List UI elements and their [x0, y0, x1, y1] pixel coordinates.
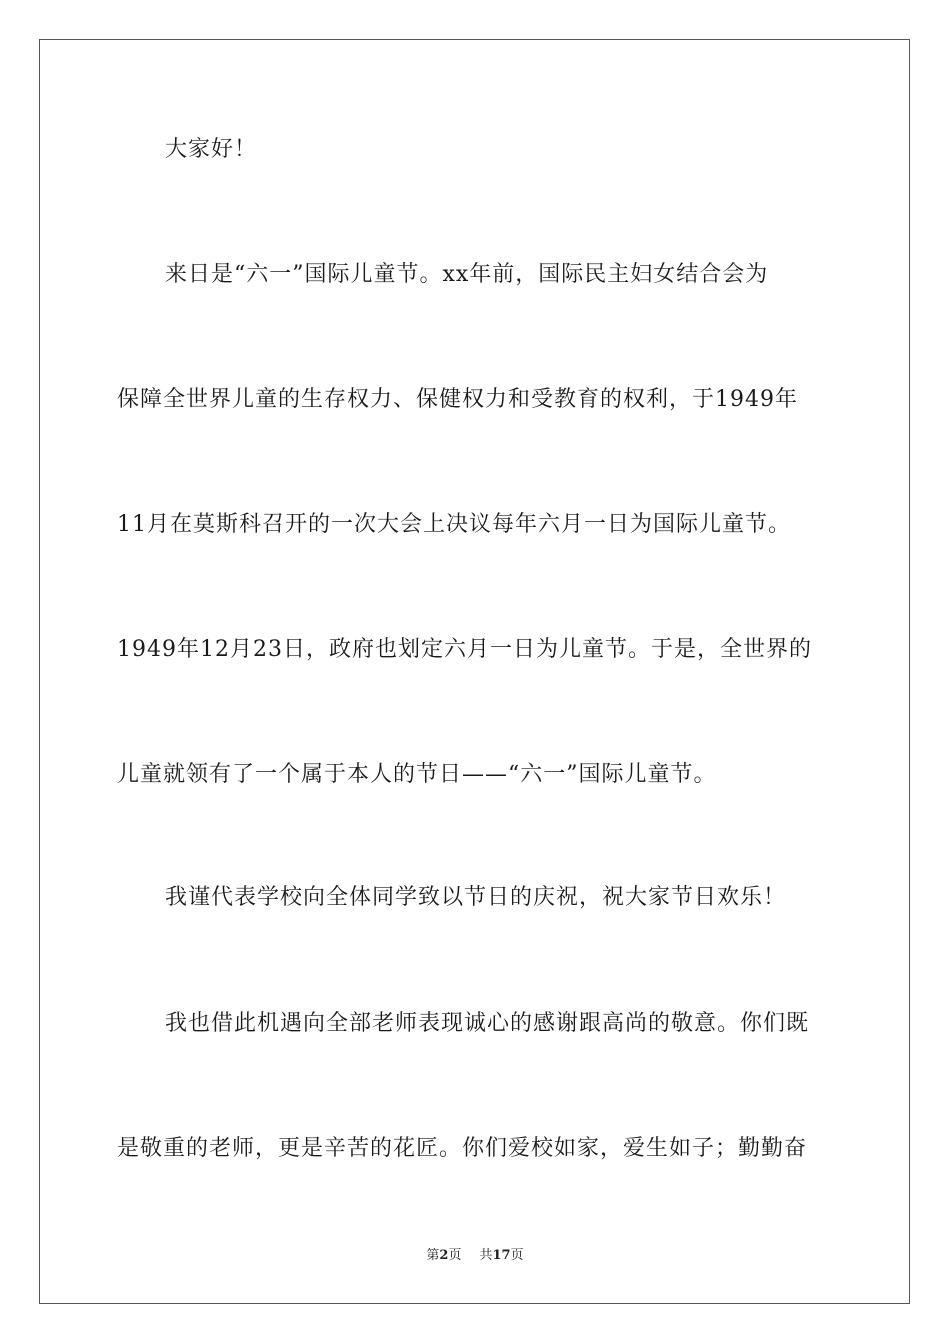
current-page-number: 2: [439, 1248, 449, 1263]
page-number-prefix: 第: [426, 1248, 440, 1263]
paragraph-greeting: 大家好！: [165, 137, 258, 162]
total-pages-suffix: 页: [510, 1248, 524, 1263]
paragraph-line: 是敬重的老师，更是辛苦的花匠。你们爱校如家，爱生如子；勤勤奋: [117, 1136, 808, 1161]
paragraph-line: 11月在莫斯科召开的一次大会上决议每年六月一日为国际儿童节。: [117, 512, 791, 537]
page-number-suffix: 页: [448, 1248, 462, 1263]
paragraph-line: 1949年12月23日，政府也划定六月一日为儿童节。于是，全世界的: [117, 637, 812, 662]
total-pages-prefix: 共: [479, 1248, 493, 1263]
paragraph-line: 保障全世界儿童的生存权力、保健权力和受教育的权利，于1949年: [117, 387, 798, 412]
paragraph-line: 儿童就领有了一个属于本人的节日——“六一”国际儿童节。: [117, 762, 717, 787]
page-border: [39, 39, 910, 1304]
page-footer: [0, 1247, 950, 1265]
total-pages-number: 17: [492, 1248, 511, 1263]
paragraph-line: 我也借此机遇向全部老师表现诚心的感谢跟高尚的敬意。你们既: [165, 1011, 810, 1036]
paragraph-line: 来日是“六一”国际儿童节。xx年前，国际民主妇女结合会为: [165, 262, 769, 287]
paragraph-line: 我谨代表学校向全体同学致以节日的庆祝，祝大家节日欢乐！: [165, 885, 787, 910]
